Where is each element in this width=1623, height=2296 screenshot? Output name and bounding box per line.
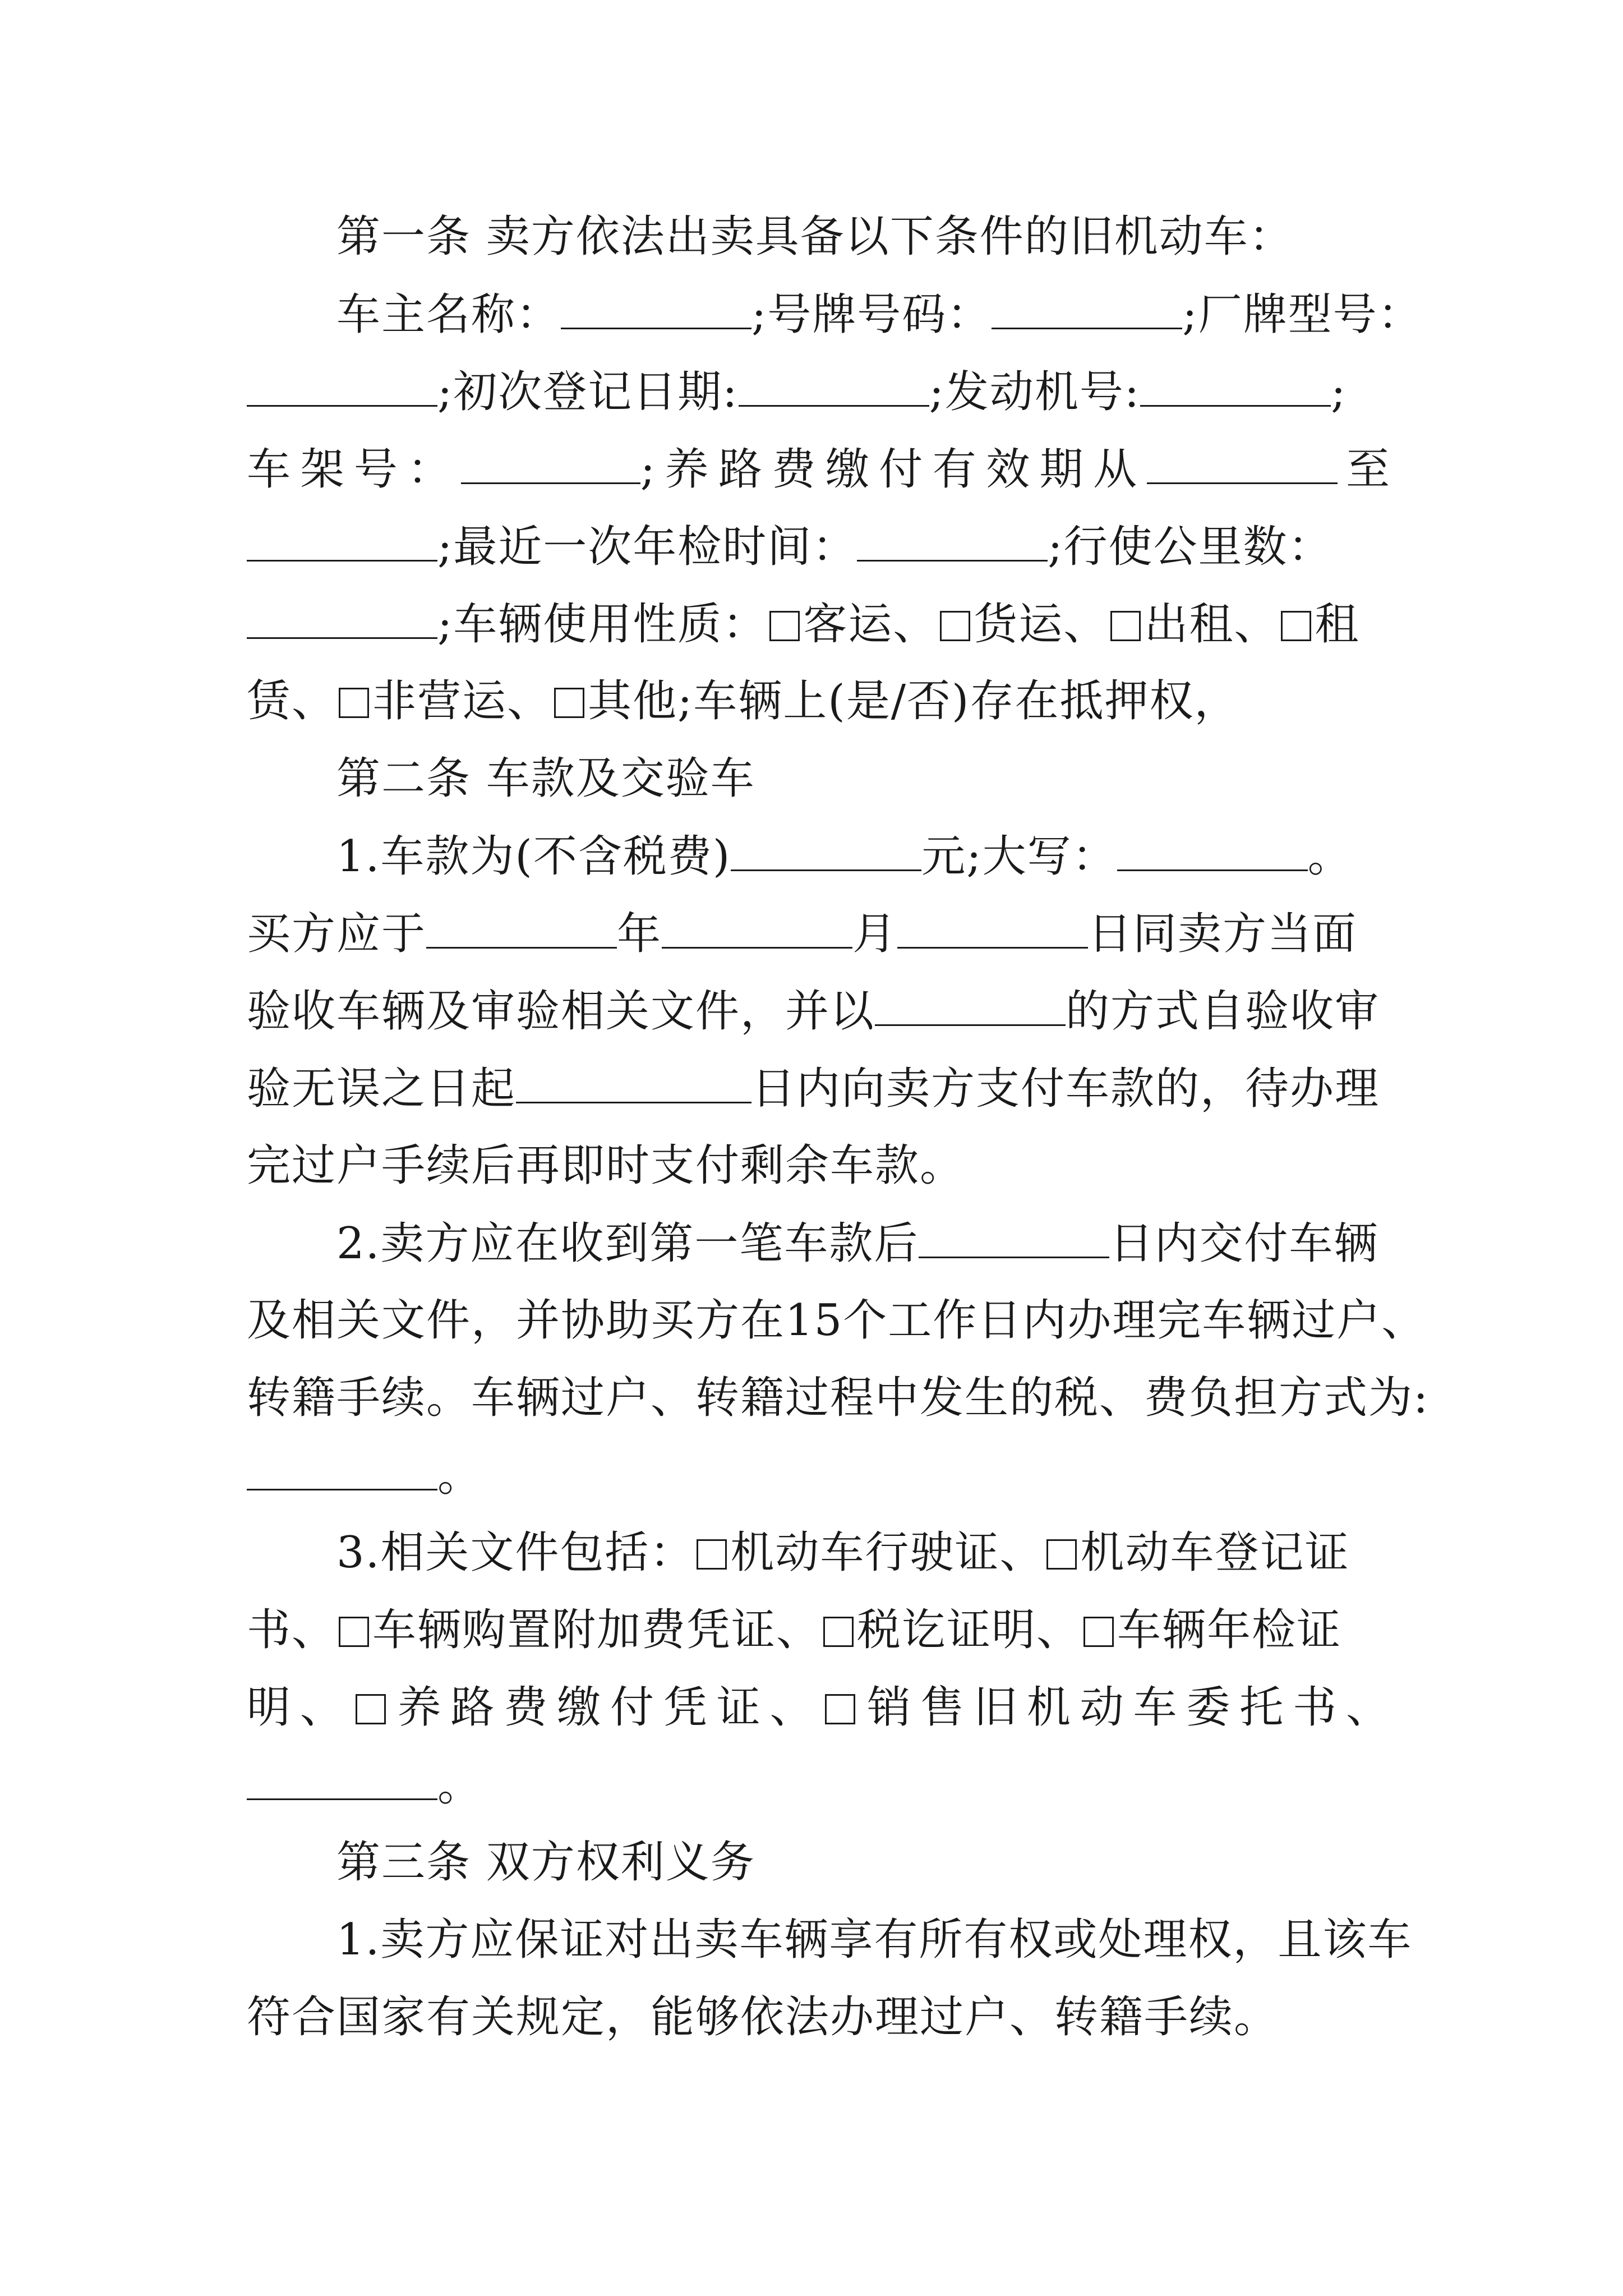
annual-inspection-checkbox[interactable] xyxy=(1083,1617,1114,1647)
model-blank[interactable] xyxy=(247,364,437,407)
cargo-checkbox[interactable] xyxy=(940,611,970,641)
other-documents-blank[interactable] xyxy=(247,1757,437,1800)
lease-checkbox[interactable] xyxy=(1281,611,1311,641)
article2-p1-line3: 验收车辆及审验相关文件，并以 的方式自验收审 xyxy=(247,983,1391,1039)
road-fee-to-blank[interactable] xyxy=(247,518,437,562)
mileage-blank[interactable] xyxy=(247,596,437,639)
first-registration-date-blank[interactable] xyxy=(739,364,929,407)
other-checkbox[interactable] xyxy=(554,688,584,718)
plate-number-blank[interactable] xyxy=(992,286,1182,329)
article2-heading: 第二条 车款及交验车 xyxy=(336,753,755,804)
article2-p3-line3: 明、 养路费缴付凭证、 销售旧机动车委托书、 xyxy=(247,1682,1391,1733)
article2-p3-line4: 。 xyxy=(247,1757,1391,1813)
article2-p3-line2: 书、 车辆购置附加费凭证、 税讫证明、 车辆年检证 xyxy=(247,1605,1342,1655)
taxi-checkbox[interactable] xyxy=(1110,611,1141,641)
article2-p2-line2: 及相关文件，并协助买方在15个工作日内办理完车辆过户、 xyxy=(247,1295,1427,1346)
road-fee-voucher-checkbox[interactable] xyxy=(356,1694,386,1724)
article3-p1-line2: 符合国家有关规定，能够依法办理过户、转籍手续。 xyxy=(247,1992,1279,2042)
sale-entrustment-checkbox[interactable] xyxy=(825,1694,855,1724)
day-blank[interactable] xyxy=(897,905,1088,949)
purchase-fee-checkbox[interactable] xyxy=(339,1617,369,1647)
payment-method-blank[interactable] xyxy=(875,983,1066,1026)
month-blank[interactable] xyxy=(662,905,852,949)
article1-heading: 第一条 卖方依法出卖具备以下条件的旧机动车： xyxy=(336,211,1294,262)
payment-days-blank[interactable] xyxy=(516,1060,751,1103)
article1-line6: 赁、 非营运、 其他;车辆上(是/否)存在抵押权， xyxy=(247,676,1239,726)
article3-heading: 第三条 双方权利义务 xyxy=(336,1837,755,1888)
passenger-checkbox[interactable] xyxy=(769,611,800,641)
price-blank[interactable] xyxy=(731,828,921,871)
frame-number-blank[interactable] xyxy=(461,441,640,484)
article2-p1-line1: 1.车款为(不含税费) 元;大写： 。 xyxy=(336,828,1391,884)
tax-clearance-checkbox[interactable] xyxy=(823,1617,854,1647)
article2-p1-line5: 完过户手续后再即时支付剩余车款。 xyxy=(247,1140,965,1191)
article1-line2: ;初次登记日期: ;发动机号: ; xyxy=(247,364,1391,420)
article1-line4: ;最近一次年检时间： ;行使公里数： xyxy=(247,518,1391,574)
driving-license-checkbox[interactable] xyxy=(697,1539,727,1570)
tax-burden-blank[interactable] xyxy=(247,1447,437,1490)
article2-p2-line4: 。 xyxy=(247,1447,1391,1503)
article2-p2-line1: 2.卖方应在收到第一笔车款后 日内交付车辆 xyxy=(336,1215,1391,1271)
engine-number-blank[interactable] xyxy=(1140,364,1331,407)
article2-p2-line3: 转籍手续。车辆过户、转籍过程中发生的税、费负担方式为: xyxy=(247,1373,1430,1423)
article2-p3-line1: 3.相关文件包括： 机动车行驶证、 机动车登记证 xyxy=(336,1527,1350,1578)
last-inspection-blank[interactable] xyxy=(857,518,1048,562)
road-fee-from-blank[interactable] xyxy=(1147,441,1338,484)
article2-p1-line2: 买方应于 年 月 日同卖方当面 xyxy=(247,905,1391,961)
non-commercial-checkbox[interactable] xyxy=(339,688,369,718)
price-in-words-blank[interactable] xyxy=(1117,828,1308,871)
owner-name-blank[interactable] xyxy=(561,286,751,329)
year-blank[interactable] xyxy=(426,905,617,949)
article1-line1: 车主名称： ;号牌号码： ;厂牌型号： xyxy=(336,286,1391,342)
article1-line3: 车架号： ;养路费缴付有效期从 至 xyxy=(247,441,1391,497)
article2-p1-line4: 验无误之日起 日内向卖方支付车款的，待办理 xyxy=(247,1060,1391,1116)
article3-p1-line1: 1.卖方应保证对出卖车辆享有所有权或处理权，且该车 xyxy=(336,1915,1413,1965)
article1-line5: ;车辆使用性质： 客运、 货运、 出租、 租 xyxy=(247,596,1391,652)
delivery-days-blank[interactable] xyxy=(919,1215,1109,1258)
registration-cert-checkbox[interactable] xyxy=(1046,1539,1077,1570)
